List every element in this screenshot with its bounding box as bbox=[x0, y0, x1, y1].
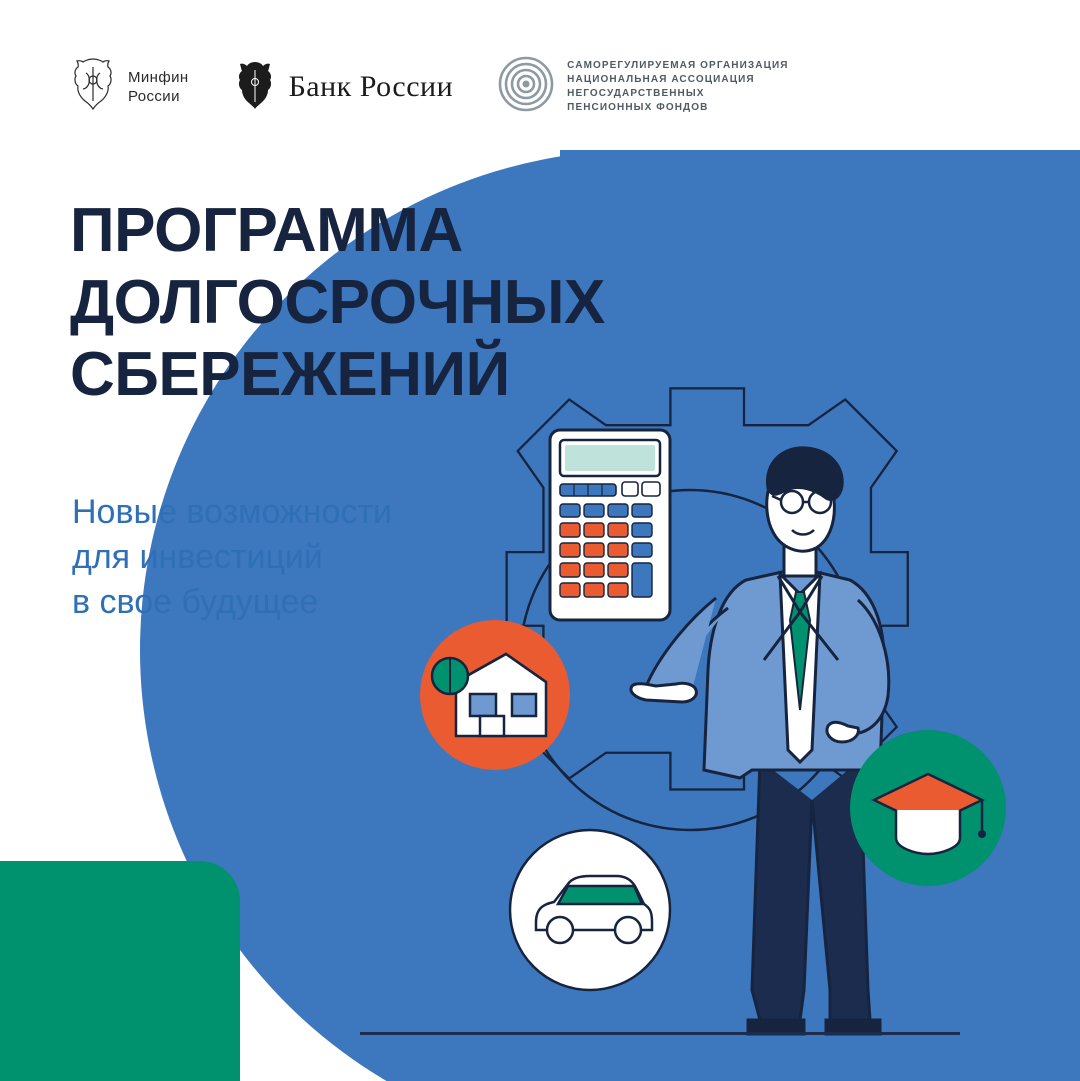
green-corner-shape bbox=[0, 861, 240, 1081]
logo-napf-line2: НАЦИОНАЛЬНАЯ АССОЦИАЦИЯ bbox=[567, 73, 755, 85]
logo-minfin-label bbox=[128, 68, 189, 106]
logo-bank-rossii-label: Банк России bbox=[288, 69, 454, 103]
spiral-icon bbox=[497, 55, 555, 118]
bottom-rule bbox=[360, 1032, 960, 1035]
logo-napf-line3: НЕГОСУДАРСТВЕННЫХ bbox=[567, 87, 705, 99]
russian-coat-of-arms-icon bbox=[70, 55, 116, 118]
logo-bank-rossii bbox=[233, 56, 454, 117]
headline-line-2: ДОЛГОСРОЧНЫХ bbox=[70, 268, 605, 337]
logo-napf bbox=[497, 55, 788, 118]
logo-napf-line1: САМОРЕГУЛИРУЕМАЯ ОРГАНИЗАЦИЯ bbox=[567, 59, 789, 71]
badge-house bbox=[420, 620, 570, 770]
subhead-line-3: в свое будущее bbox=[72, 583, 319, 621]
logo-row bbox=[70, 55, 789, 118]
page-subtitle bbox=[72, 490, 392, 625]
badge-car bbox=[510, 830, 670, 990]
logo-napf-label bbox=[567, 59, 788, 115]
badge-graduation bbox=[850, 730, 1006, 886]
businessman-with-calculator-illustration bbox=[360, 330, 1060, 1060]
logo-napf-line4: ПЕНСИОННЫХ ФОНДОВ bbox=[567, 101, 709, 113]
page-title bbox=[70, 195, 605, 411]
subhead-line-2: для инвестиций bbox=[72, 538, 323, 576]
logo-minfin-line1: Минфин bbox=[128, 68, 189, 86]
calculator-icon bbox=[550, 430, 670, 620]
headline-line-1: ПРОГРАММА bbox=[70, 196, 463, 265]
subhead-line-1: Новые возможности bbox=[72, 493, 393, 531]
headline-line-3: СБЕРЕЖЕНИЙ bbox=[70, 340, 510, 409]
double-headed-eagle-icon bbox=[233, 56, 277, 117]
logo-minfin-line2: России bbox=[128, 87, 180, 105]
logo-minfin bbox=[70, 55, 189, 118]
